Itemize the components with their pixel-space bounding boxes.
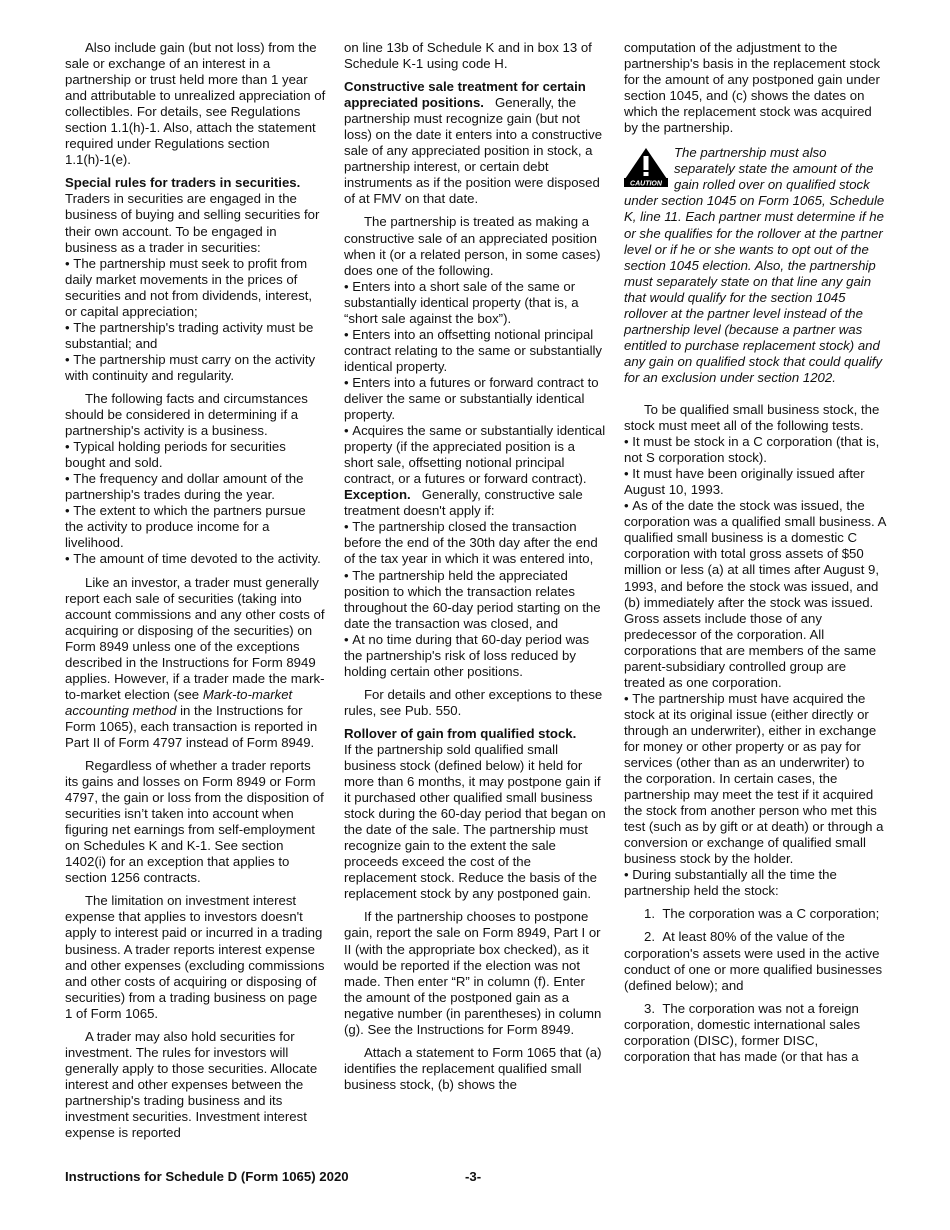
- paragraph: on line 13b of Schedule K and in box 13 of Schedule K-1 using code H.: [344, 40, 592, 72]
- caution-label: CAUTION: [630, 180, 662, 188]
- bullet-item: • The partnership closed the transaction before the end of the 30th day after the end of the tax year in which it was entered into,: [344, 519, 606, 567]
- numbered-item: 3. The corporation was not a foreign corporation, domestic international sales corporation (DISC), former DISC, corporation that has made (or that has a: [624, 1000, 861, 1064]
- bullet-item: • At no time during that 60-day period was the partnership's risk of loss reduced by holding certain other positions.: [344, 632, 606, 680]
- page-number: -3-: [465, 1169, 482, 1184]
- bullet-item: • Acquires the same or substantially identical property (if the appreciated position is a short sale, offsetting notional principal contract, or a futures or forward contract).: [344, 423, 606, 487]
- page-footer: [65, 1169, 885, 1184]
- paragraph: Special rules for traders in securities. Traders in securities are engaged in the business of buying and selling securities for their own account. To be engaged in business as a trader in securities:: [65, 175, 320, 255]
- paragraph: Exception. Generally, constructive sale treatment doesn't apply if:: [344, 487, 583, 519]
- paragraph: Also include gain (but not loss) from the sale or exchange of an interest in a partnership or trust held more than 1 year and attributable to unrealized appreciation of collectibles. For details, see Regulations section 1.1(h)-1. Also, attach the statement required under Regulations section 1.1(h)-1(e).: [65, 40, 326, 168]
- bullet-item: • During substantially all the time the partnership held the stock:: [624, 867, 886, 899]
- heading: Rollover of gain from qualified stock.: [344, 725, 577, 741]
- caution-note: [624, 145, 886, 386]
- bullet-item: • It must have been originally issued after August 10, 1993.: [624, 466, 886, 498]
- heading: Special rules for traders in securities.: [65, 175, 301, 191]
- numbered-item: 1. The corporation was a C corporation;: [644, 906, 880, 922]
- bullet-item: • The amount of time devoted to the activity.: [65, 551, 327, 567]
- caution-icon: [624, 147, 668, 187]
- bullet-item: • Enters into a short sale of the same or substantially identical property (that is, a “short sale against the box”).: [344, 279, 606, 327]
- bullet-item: • The partnership held the appreciated position to which the transaction relates throughout the 60-day period starting on the date the transaction was closed, and: [344, 568, 606, 632]
- footer-title: Instructions for Schedule D (Form 1065) 2020: [65, 1169, 349, 1184]
- paragraph: computation of the adjustment to the partnership's basis in the replacement stock for the amount of any postponed gain under section 1045, and (c) shows the dates on which the replacement stock was acquired by the partnership.: [624, 40, 881, 136]
- paragraph: Rollover of gain from qualified stock. If the partnership sold qualified small business stock (defined below) it held for more than 6 months, it may postpone gain if it purchased other qualified small business stock during the 60-day period that began on the date of the sale. The partnership must recognize gain to the extent the sale proceeds exceed the cost of the replacement stock. Reduce the basis of the replacement stock by any postponed gain.: [344, 725, 606, 902]
- paragraph: Regardless of whether a trader reports its gains and losses on Form 8949 or Form 4797, the gain or loss from the disposition of securities isn’t taken into account when figuring net earnings from self-employment on Schedules K and K-1. See section 1402(i) for an exception that applies to section 1256 contracts.: [65, 758, 324, 886]
- column-3: [624, 40, 886, 1065]
- bullet-item: • It must be stock in a C corporation (that is, not S corporation stock).: [624, 434, 886, 466]
- bullet-item: • Enters into a futures or forward contract to deliver the same or substantially identical property.: [344, 375, 606, 423]
- paragraph: Constructive sale treatment for certain appreciated positions. Generally, the partnership must recognize gain (but not loss) on the date it enters into a constructive sale of any appreciated position in stock, a partnership interest, or certain debt instruments as if the position were disposed of at FMV on that date.: [344, 79, 603, 207]
- bullet-item: • As of the date the stock was issued, the corporation was a qualified small business. A qualified small business is a domestic C corporation with total gross assets of $50 million or less (a) at all times after August 9, 1993, and before the stock was issued, and (b) immediately after the stock was issued. Gross assets include those of any predecessor of the corporation. All corporations that are members of the same parent-subsidiary controlled group are treated as one corporation.: [624, 498, 886, 691]
- heading: Constructive sale treatment for certain appreciated positions.: [344, 79, 586, 111]
- paragraph: The limitation on investment interest expense that applies to investors doesn't apply to interest paid or incurred in a trading business. A trader reports interest expense and other expenses (excluding commissions and other costs of acquiring or disposing of securities) from a trading business on page 1 of Form 1065.: [65, 893, 325, 1021]
- paragraph: To be qualified small business stock, the stock must meet all of the following tests.: [624, 401, 880, 434]
- bullet-item: • The partnership must have acquired the stock at its original issue (either directly or through an underwriter), either in exchange for money or other property or as pay for services (other than as an underwriter) to the corporation. In certain cases, the partnership may meet the test if it acquired the stock from another person who met this test (such as by gift or at death) or through a conversion or exchange of qualified small business stock by the holder.: [624, 691, 886, 868]
- bullet-item: • The frequency and dollar amount of the partnership's trades during the year.: [65, 471, 327, 503]
- paragraph: If the partnership chooses to postpone gain, report the sale on Form 8949, Part I or II (with the appropriate box checked), as it would be reported if the election was not made. Then enter “R” in column (f). Enter the amount of the postponed gain as a negative number (in parentheses) in column (g). See the Instructions for Form 8949.: [344, 909, 602, 1037]
- column-1: [65, 40, 327, 1141]
- bullet-item: • Enters into an offsetting notional principal contract relating to the same or substantially identical property.: [344, 327, 606, 375]
- paragraph: The following facts and circumstances should be considered in determining if a partnership's activity is a business.: [65, 390, 308, 439]
- bullet-item: • The partnership must seek to profit from daily market movements in the prices of securities and not from dividends, interest, or capital appreciation;: [65, 256, 327, 320]
- paragraph: For details and other exceptions to these rules, see Pub. 550.: [344, 686, 603, 718]
- numbered-item: 2. At least 80% of the value of the corporation's assets were used in the active conduct of one or more qualified businesses (defined below); and: [624, 929, 883, 993]
- paragraph: The partnership is treated as making a constructive sale of an appreciated position when it (or a related person, in some cases) does one of the following.: [344, 214, 601, 278]
- bullet-item: • The extent to which the partners pursue the activity to produce income for a livelihood.: [65, 503, 327, 551]
- bullet-item: • The partnership's trading activity must be substantial; and: [65, 320, 327, 352]
- paragraph: A trader may also hold securities for investment. The rules for investors will generally apply to those securities. Allocate interest and other expenses between the partnership's trading business and its investment securities. Investment interest expense is reported: [65, 1028, 318, 1141]
- column-2: [344, 40, 606, 1093]
- bullet-item: • Typical holding periods for securities bought and sold.: [65, 439, 327, 471]
- caution-text: The partnership must also separately state the amount of the gain rolled over on qualified stock under section 1045 on Form 1065, Schedule K, line 11. Each partner must determine if he or she qualifies for the rollover at the partner level or if he or she wants to opt out of the section 1045 election. Also, the partnership must separately state on that line any gain that would qualify for the section 1045 rollover at the partner level instead of the partnership level (because a partner was entitled to purchase replacement stock) and any gain on qualified stock that could qualify for an exclusion under section 1202.: [624, 145, 885, 385]
- bullet-item: • The partnership must carry on the activity with continuity and regularity.: [65, 352, 327, 384]
- paragraph: Like an investor, a trader must generally report each sale of securities (taking into account commissions and any other costs of acquiring or disposing of the securities) on Form 8949 unless one of the exceptions described in the Instructions for Form 8949 applies. However, if a trader made the mark-to-market election (see Mark-to-market accounting method in the Instructions for Form 1065), each transaction is reported in Part II of Form 4797 instead of Form 8949.: [65, 574, 325, 750]
- paragraph: Attach a statement to Form 1065 that (a) identifies the replacement qualified small business stock, (b) shows the: [344, 1044, 602, 1092]
- heading: Exception.: [344, 487, 411, 503]
